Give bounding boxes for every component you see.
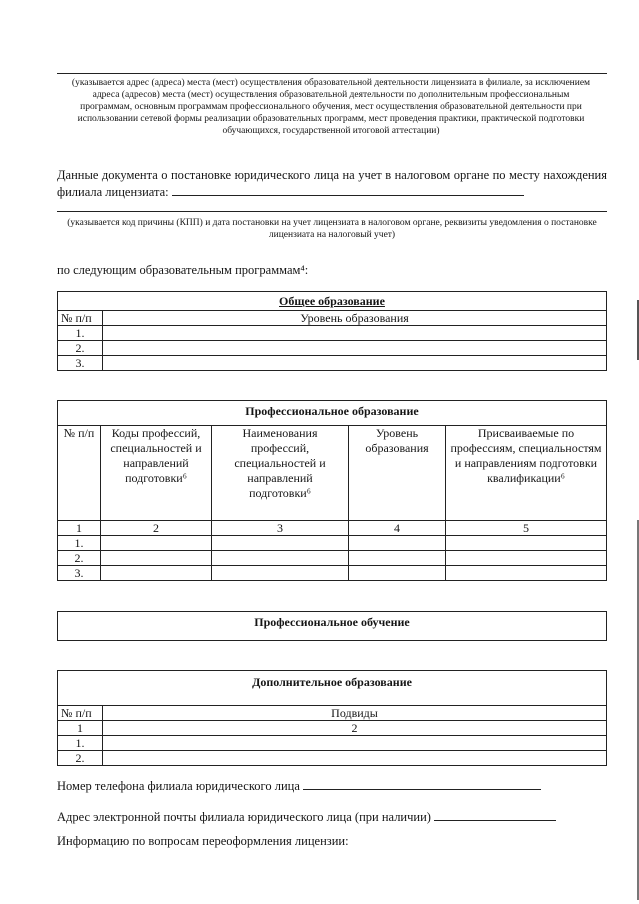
table-row: 1. <box>58 536 607 551</box>
col-codes: Коды профессий, специальностей и направлений подготовки⁶ <box>101 426 212 521</box>
phone-field[interactable] <box>303 777 541 790</box>
email-label: Адрес электронной почты филиала юридического лица (при наличии) <box>57 810 431 824</box>
table-row: 2. <box>58 751 607 766</box>
tax-registration-field[interactable] <box>172 183 524 196</box>
additional-education-table <box>57 670 607 766</box>
address-note: (указывается адрес (адреса) места (мест) осуществления образовательной деятельности лицензиата в филиале, за исключением адреса (адресов) места (мест) осуществления образовательной деятельности по дополнительным профессиональным программам, основным программам профессионального обучения, мест осуществления образовательной деятельности при использовании сетевой формы реализации образовательных программ, мест проведения практики, практической подготовки обучающихся, государственной итоговой аттестации) <box>71 78 591 136</box>
email-field[interactable] <box>434 808 556 821</box>
col-level: Уровень образования <box>349 426 446 521</box>
number-cell: 5 <box>446 521 607 536</box>
email-line <box>57 808 556 825</box>
col-level: Уровень образования <box>103 311 607 326</box>
number-cell: 1 <box>58 521 101 536</box>
number-cell: 2 <box>101 521 212 536</box>
tax-rule <box>57 211 607 212</box>
general-education-table <box>57 291 607 371</box>
col-number: № п/п <box>58 426 101 521</box>
level-cell[interactable] <box>103 326 607 341</box>
phone-line <box>57 777 541 794</box>
address-rule <box>57 73 607 74</box>
general-education-title: Общее образование <box>58 292 607 311</box>
tax-registration-label: Данные документа о постановке юридического лица на учет в налоговом органе по месту нахождения филиала лицензиата: <box>57 168 607 199</box>
table-row: 2. <box>58 341 607 356</box>
col-number: № п/п <box>58 311 103 326</box>
table-row: 1. <box>58 326 607 341</box>
level-cell[interactable] <box>103 341 607 356</box>
phone-label: Номер телефона филиала юридического лица <box>57 779 300 793</box>
col-qualifications: Присваиваемые по профессиям, специальностям и направлениям подготовки квалификации⁶ <box>446 426 607 521</box>
table-row: 3. <box>58 356 607 371</box>
professional-training-table <box>57 611 607 641</box>
table-row: 1. <box>58 736 607 751</box>
table-row: 2. <box>58 551 607 566</box>
programs-intro: по следующим образовательным программам⁴: <box>57 263 309 277</box>
table-row: 3. <box>58 566 607 581</box>
professional-education-table <box>57 400 607 581</box>
number-cell: 3 <box>212 521 349 536</box>
professional-training-title: Профессиональное обучение <box>58 612 607 641</box>
col-names: Наименования профессий, специальностей и направлений подготовки⁶ <box>212 426 349 521</box>
number-cell: 4 <box>349 521 446 536</box>
col-subtypes: Подвиды <box>103 706 607 721</box>
reissue-info-label: Информацию по вопросам переоформления лицензии: <box>57 834 349 848</box>
level-cell[interactable] <box>103 356 607 371</box>
number-cell: 2 <box>103 721 607 736</box>
tax-registration-text <box>57 167 607 200</box>
additional-education-title: Дополнительное образование <box>58 671 607 706</box>
col-number: № п/п <box>58 706 103 721</box>
professional-education-title: Профессиональное образование <box>58 401 607 426</box>
tax-note: (указывается код причины (КПП) и дата постановки на учет лицензиата в налоговом органе, реквизиты уведомления о постановке лицензиата на налоговый учет) <box>67 218 597 240</box>
number-cell: 1 <box>58 721 103 736</box>
